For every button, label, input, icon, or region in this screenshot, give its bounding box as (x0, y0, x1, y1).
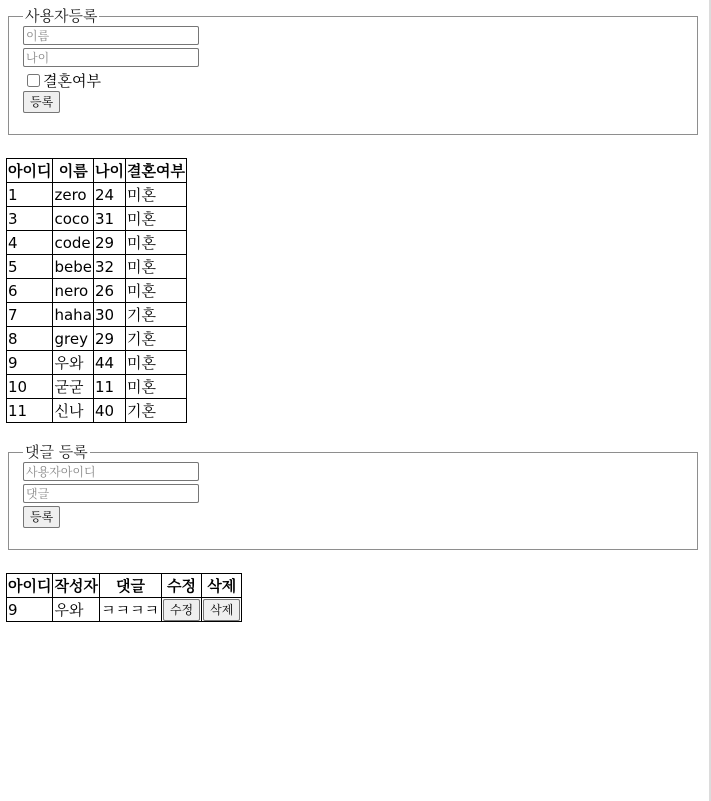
user-age-cell: 26 (93, 279, 125, 303)
user-row (7, 327, 187, 351)
header-comment: 댓글 (99, 574, 161, 598)
user-register-button[interactable]: 등록 (23, 91, 60, 113)
user-id-cell: 9 (7, 351, 53, 375)
user-married-cell: 미혼 (125, 279, 186, 303)
user-table (6, 158, 187, 423)
user-id-cell: 5 (7, 255, 53, 279)
header-name: 이름 (53, 159, 94, 183)
user-age-cell: 30 (93, 303, 125, 327)
user-row (7, 399, 187, 423)
header-delete: 삭제 (202, 574, 242, 598)
name-input[interactable] (23, 26, 199, 45)
header-author: 작성자 (53, 574, 99, 598)
user-row (7, 279, 187, 303)
header-married: 결혼여부 (125, 159, 186, 183)
comment-id-cell: 9 (7, 598, 53, 622)
header-comment-id: 아이디 (7, 574, 53, 598)
user-id-cell: 10 (7, 375, 53, 399)
comment-table (6, 573, 242, 622)
user-id-cell: 11 (7, 399, 53, 423)
user-id-input[interactable] (23, 462, 199, 481)
user-name-cell: grey (53, 327, 94, 351)
married-checkbox[interactable] (27, 74, 40, 87)
user-table-header-row (7, 159, 187, 183)
delete-button[interactable]: 삭제 (203, 599, 240, 621)
user-name-cell: code (53, 231, 94, 255)
user-age-cell: 24 (93, 183, 125, 207)
user-age-cell: 31 (93, 207, 125, 231)
user-id-cell: 6 (7, 279, 53, 303)
edit-button[interactable]: 수정 (163, 599, 200, 621)
user-id-cell: 1 (7, 183, 53, 207)
user-age-cell: 40 (93, 399, 125, 423)
user-row (7, 207, 187, 231)
comment-author-cell: 우와 (53, 598, 99, 622)
comment-register-legend: 댓글 등록 (25, 443, 88, 461)
comment-register-form (8, 443, 698, 550)
delete-cell (202, 598, 242, 622)
user-married-cell: 기혼 (125, 303, 186, 327)
user-row (7, 375, 187, 399)
user-id-cell: 4 (7, 231, 53, 255)
user-name-cell: nero (53, 279, 94, 303)
header-age: 나이 (93, 159, 125, 183)
comment-row (7, 598, 242, 622)
user-married-cell: 미혼 (125, 231, 186, 255)
married-row (23, 70, 683, 90)
user-name-cell: 우와 (53, 351, 94, 375)
user-row (7, 231, 187, 255)
user-age-cell: 44 (93, 351, 125, 375)
user-married-cell: 미혼 (125, 207, 186, 231)
comment-input[interactable] (23, 484, 199, 503)
user-married-cell: 미혼 (125, 375, 186, 399)
user-id-cell: 3 (7, 207, 53, 231)
user-married-cell: 미혼 (125, 255, 186, 279)
user-age-cell: 11 (93, 375, 125, 399)
user-married-cell: 미혼 (125, 183, 186, 207)
header-edit: 수정 (161, 574, 201, 598)
user-married-cell: 미혼 (125, 351, 186, 375)
user-name-cell: bebe (53, 255, 94, 279)
user-name-cell: 신나 (53, 399, 94, 423)
header-id: 아이디 (7, 159, 53, 183)
married-label: 결혼여부 (43, 71, 101, 90)
user-name-cell: zero (53, 183, 94, 207)
user-age-cell: 29 (93, 327, 125, 351)
user-id-cell: 8 (7, 327, 53, 351)
user-name-cell: coco (53, 207, 94, 231)
user-row (7, 351, 187, 375)
user-row (7, 255, 187, 279)
user-name-cell: haha (53, 303, 94, 327)
user-row (7, 183, 187, 207)
user-age-cell: 29 (93, 231, 125, 255)
user-register-legend: 사용자등록 (25, 7, 98, 25)
comment-text-cell: ㅋㅋㅋㅋ (99, 598, 161, 622)
user-name-cell: 굳굳 (53, 375, 94, 399)
edit-cell (161, 598, 201, 622)
comment-table-header-row (7, 574, 242, 598)
age-input[interactable] (23, 48, 199, 67)
user-married-cell: 기혼 (125, 399, 186, 423)
user-married-cell: 기혼 (125, 327, 186, 351)
user-id-cell: 7 (7, 303, 53, 327)
user-row (7, 303, 187, 327)
comment-register-button[interactable]: 등록 (23, 506, 60, 528)
user-register-form (8, 7, 698, 135)
user-age-cell: 32 (93, 255, 125, 279)
